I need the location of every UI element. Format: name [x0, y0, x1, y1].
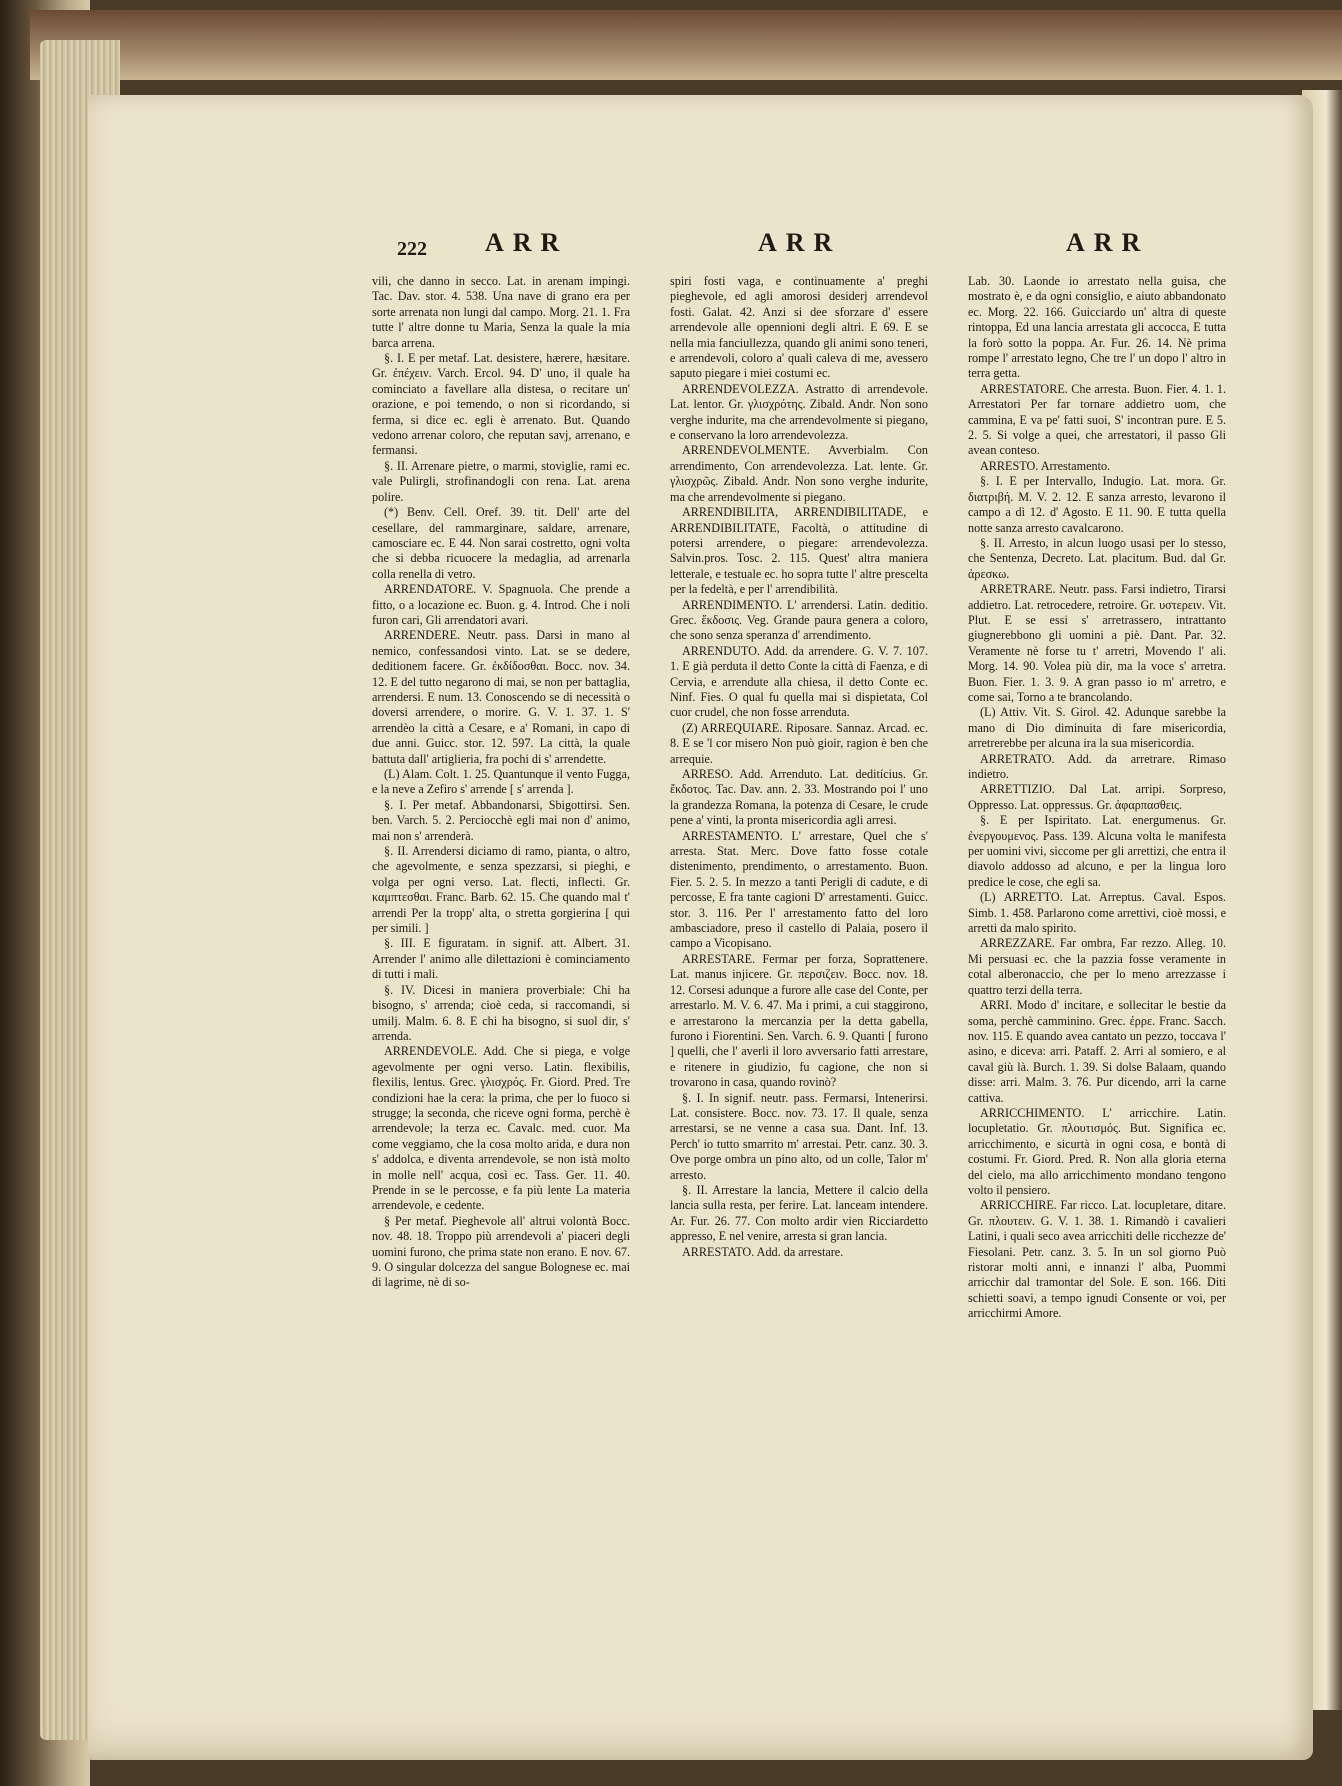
entry-paragraph: §. II. Arrendersi diciamo di ramo, pianta, o altro, che agevolmente, e senza spezzarsi, si pieghi, e volga per ogni verso. Lat. flecti, inflecti. Gr. καμπτεσθαι. Franc. Barb. 62. 15. Che quando mal t' arrendi Per la tropp' alta, o stretta gorgierina [ qui per simili. ]	[372, 844, 630, 936]
text-column-1	[372, 274, 630, 1454]
entry-paragraph: ARRETRARE. Neutr. pass. Farsi indietro, Tirarsi addietro. Lat. retrocedere, retroire. Gr. υστερειν. Vit. Plut. E se essi s' arretrassero, intrattanto giugnerebbono gli uomini a piè. Dant. Par. 32. Veramente nè forse tu t' arretri, Movendo l' ali. Morg. 14. 90. Volea più dir, ma la voce s' arretra. Buon. Fier. 1. 3. 9. A gran passo io m' arretro, e come sai, Torno a te brancolando.	[968, 582, 1226, 704]
entry-paragraph: ARRENDIMENTO. L' arrendersi. Latin. deditio. Grec. ἔκδοσις. Veg. Grande paura genera a coloro, che sono senza speranza d' arrendimento.	[670, 597, 928, 643]
entry-paragraph: ARRETRATO. Add. da arretrare. Rimaso indietro.	[968, 751, 1226, 781]
entry-paragraph: spiri fosti vaga, e continuamente a' preghi pieghevole, ed agli amorosi desiderj arrendevol fosti. Galat. 42. Anzi si dee sforzare d' essere arrendevole alle opennioni degli altri. E 69. E se nella mia fanciullezza, quando gli animi sono teneri, e arrendevoli, coloro a' quali caleva di me, avessero saputo piegare i miei costumi ec.	[670, 274, 928, 381]
entry-paragraph: §. III. E figuratam. in signif. att. Albert. 31. Arrender l' animo alle dilettazioni è cominciamento di tutti i mali.	[372, 936, 630, 982]
text-column-2	[670, 274, 928, 1454]
book-top-edge	[30, 10, 1342, 80]
entry-paragraph: ARRENDERE. Neutr. pass. Darsi in mano al nemico, confessandosi vinto. Lat. se se dedere, deditionem facere. Gr. ἐκδίδοσθαι. Bocc. nov. 34. 12. E del tutto negarono di mai, se non per battaglia, arrendersi. E num. 13. Conoscendo se di necessità o doversi arrendere, o morire. G. V. 1. 37. 1. S' arrendèo la città a Cesare, e a' Romani, in capo di due anni. Guicc. stor. 12. 597. La città, la quale battuta dall' artiglieria, fra pochi di s' arrendette.	[372, 628, 630, 766]
entry-paragraph: (L) ARRETTO. Lat. Arreptus. Caval. Espos. Simb. 1. 458. Parlarono come arrettivi, cioè mossi, e arretti da malo spirito.	[968, 890, 1226, 936]
entry-paragraph: § Per metaf. Pieghevole all' altrui volontà Bocc. nov. 48. 18. Troppo più arrendevoli a' piaceri degli uomini furono, che prima state non erano. E nov. 67. 9. O singular dolcezza del sangue Bolognese ec. mai di lagrime, nè di so-	[372, 1213, 630, 1290]
entry-paragraph: §. E per Ispiritato. Lat. energumenus. Gr. ἐνεργουμενος. Pass. 139. Alcuna volta le manifesta per uomini vivi, siccome per gli arrettizi, che entra il diavolo addosso ad alcuno, e per la lingua loro predice le cose, che egli sa.	[968, 813, 1226, 889]
entry-paragraph: §. IV. Dicesi in maniera proverbiale: Chi ha bisogno, s' arrenda; cioè ceda, si raccomandi, si umilj. Malm. 6. 8. E chi ha bisogno, si suol dir, s' arrenda.	[372, 982, 630, 1043]
entry-paragraph: §. I. Per metaf. Abbandonarsi, Sbigottirsi. Sen. ben. Varch. 5. 2. Perciocchè egli mai non d' animo, mai non s' arrenderà.	[372, 797, 630, 843]
entry-paragraph: §. I. E per metaf. Lat. desistere, hærere, hæsitare. Gr. ἐπέχειν. Varch. Ercol. 94. D' uno, il quale ha cominciato a favellare alla distesa, o recitare un' orazione, e poi temendo, o non si ricordando, si ferma, si dice ec. egli è arrenato. But. Quando vedono arrenar coloro, che reputan savj, arrenano, e fermansi.	[372, 351, 630, 458]
entry-paragraph: ARRICCHIMENTO. L' arricchire. Latin. locupletatio. Gr. πλουτισμός. But. Significa ec. arricchimento, e sicurtà in ogni cosa, e bontà di costumi. Fr. Giord. Pred. R. Non alla gloria eterna del cielo, ma allo arricchimento mondano tengono volto il pensiero.	[968, 1105, 1226, 1197]
entry-paragraph: (Z) ARREQUIARE. Riposare. Sannaz. Arcad. ec. 8. E se 'l cor misero Non può gioir, ragion è ben che arrequie.	[670, 720, 928, 766]
page-number: 222	[397, 238, 427, 260]
entry-paragraph: ARRETTIZIO. Dal Lat. arripi. Sorpreso, Oppresso. Lat. oppressus. Gr. ἀφαρπασθεις.	[968, 782, 1226, 812]
entry-paragraph: ARRESTO. Arrestamento.	[980, 458, 1111, 473]
entry-paragraph: ARRESTATORE. Che arresta. Buon. Fier. 4. 1. 1. Arrestatori Per far tornare addietro uom, che cammina, E va pe' fatti suoi, S' incontran pure. E 5. 2. 5. Si volge a quei, che arrestatori, il passo Gli avean conteso.	[968, 381, 1226, 458]
entry-paragraph: Lab. 30. Laonde io arrestato nella guisa, che mostrato è, e da ogni consiglio, e aiuto abbandonato ec. Morg. 22. 166. Guicciardo un' altra di queste rintoppa, Ed una lancia arrestata gli accocca, E tutta la forò sotto la poppa. Ar. Fur. 26. 14. Nè prima rompe l' arrestato legno, Che tre l' un dopo l' altro in terra getta.	[968, 274, 1226, 381]
entry-paragraph: ARRENDEVOLMENTE. Avverbialm. Con arrendimento, Con arrendevolezza. Lat. lente. Gr. γλισχρῶς. Zibald. Andr. Non sono verghe indurite, ma che arrendevolmente si piegano.	[670, 443, 928, 504]
entry-paragraph: ARRENDEVOLE. Add. Che si piega, e volge agevolmente per ogni verso. Latin. flexibilis, flexilis, lentus. Grec. γλισχρός. Fr. Giord. Pred. Tre condizioni hae la cera: la prima, che per lo fuoco si strugge; la seconda, che riceve ogni forma, perchè è arrendevole; la terza ec. Cavalc. med. cuor. Ma come veggiamo, che la cosa molto arida, e dura non s' addolca, e diventa arrendevole, se non istà molto in molle nell' acqua, così ec. Tass. Ger. 11. 40. Prende in se le percosse, e fa più lente La materia arrendevole, e cedente.	[372, 1044, 630, 1213]
entry-paragraph: ARRESTAMENTO. L' arrestare, Quel che s' arresta. Stat. Merc. Dove fatto fosse cotale distenimento, prendimento, o arrestamento. Buon. Fier. 5. 2. 5. In mezzo a tanti Perigli di cadute, e di percosse, E fra tante cagioni D' arrestamenti. Guicc. stor. 3. 116. Per l' arrestamento fatto del loro ambasciadore, preso il castello di Palaia, posero il campo a Vicopisano.	[670, 828, 928, 951]
entry-paragraph: ARREZZARE. Far ombra, Far rezzo. Alleg. 10. Mi persuasi ec. che la pazzia fosse veramente in cotal alberonaccio, che per lo meno arrezzasse i quattro terzi della terra.	[968, 936, 1226, 997]
text-column-3	[968, 274, 1226, 1454]
running-head-right: ARR	[1066, 228, 1150, 257]
entry-paragraph: §. II. Arrenare pietre, o marmi, stoviglie, rami ec. vale Pulirgli, strofinandogli con rena. Lat. arena polire.	[372, 458, 630, 504]
entry-paragraph: ARRENDIBILITA, ARRENDIBILITADE, e ARRENDIBILITATE, Facoltà, o attitudine di potersi arrendere, o piegare: arrendevolezza. Salvin.pros. Tosc. 2. 115. Quest' altra maniera letterale, e testuale ec. ho sopra tutte l' altre prescelta per la fedeltà, e per l' arrendibilità.	[670, 505, 928, 597]
entry-paragraph: (*) Benv. Cell. Oref. 39. tit. Dell' arte del cesellare, del rammarginare, saldare, arrenare, camosciare ec. E 44. Non sarai costretto, ogni volta che si debba ricuocere la medaglia, ad arrenarla colla renella di vetro.	[372, 505, 630, 581]
entry-paragraph: ARRESTATO. Add. da arrestare.	[682, 1244, 844, 1259]
entry-paragraph: §. I. E per Intervallo, Indugio. Lat. mora. Gr. διατριβή. M. V. 2. 12. E sanza arresto, levarono il campo a dì 12. d' Agosto. E 11. 90. E tutta quella notte sanza arresto cavalcarono.	[968, 474, 1226, 535]
entry-paragraph: ARRESTARE. Fermar per forza, Soprattenere. Lat. manus injicere. Gr. περσιζειν. Bocc. nov. 18. 12. Corsesi adunque a furore alle case del Conte, per arrestarlo. M. V. 6. 47. Ma i primi, a cui staggirono, e arrestarono la mercanzia per la detta gabella, furono i Fiorentini. Sen. Varch. 6. 9. Quanti [ furono ] quelli, che l' averli il loro avversario fatti arrestare, e ritenere in giudizio, fu cagione, che non si trovarono in casa, quando rovinò?	[670, 951, 928, 1090]
entry-paragraph: ARRI. Modo d' incitare, e sollecitar le bestie da soma, perchè camminino. Grec. ἐρρε. Franc. Sacch. nov. 115. E quando avea cantato un pezzo, toccava l' asino, e diceva: arri. Pataff. 2. Arri al somiero, e al caval giù là. Burch. 1. 39. Si dolse Balaam, quando disse: arri. Malm. 3. 76. Pur dicendo, arri la carne cattiva.	[968, 998, 1226, 1105]
entry-paragraph: ARRESO. Add. Arrenduto. Lat. deditícius. Gr. ἔκδοτος. Tac. Dav. ann. 2. 33. Mostrando poi l' uno la grandezza Romana, la potenza di Cesare, le crude pene a' vinti, la pronta misericordia agli arresi.	[670, 767, 928, 828]
entry-paragraph: ARRENDEVOLEZZA. Astratto di arrendevole. Lat. lentor. Gr. γλισχρότης. Zibald. Andr. Non sono verghe indurite, ma che arrendevolmente si piegano, e conservano la loro arrendevolezza.	[670, 381, 928, 443]
running-head-left: ARR	[485, 228, 569, 257]
entry-paragraph: ARRICCHIRE. Far ricco. Lat. locupletare, ditare. Gr. πλουτειν. G. V. 1. 38. 1. Rimandò i cavalieri Latini, i quali seco avea arricchiti delle ricchezze de' Fiesolani. Petr. canz. 3. 5. In un sol giorno Può ristorar molti anni, e innanzi l' alba, Puommi arricchir dal tramontar del Sole. E son. 166. Diti schietti soavi, a tempo ignudi Consente or voi, per arricchirmi Amore.	[968, 1198, 1226, 1321]
entry-paragraph: §. II. Arrestare la lancia, Mettere il calcio della lancia sulla resta, per ferire. Lat. lanceam intendere. Ar. Fur. 26. 77. Con molto ardir vien Ricciardetto appresso, E nel venire, arresta si gran lancia.	[670, 1182, 928, 1244]
entry-paragraph: ARRENDUTO. Add. da arrendere. G. V. 7. 107. 1. E già perduta il detto Conte la città di Faenza, e di Cervia, e arrendute alla chiesa, il detto Conte ec. Ninf. Fies. O qual fu quella mai sì dispietata, Col cuor crudel, che non fosse arrenduta.	[670, 643, 928, 720]
entry-paragraph: (L) Alam. Colt. 1. 25. Quantunque il vento Fugga, e la neve a Zefiro s' arrende [ s' arrenda ].	[372, 767, 630, 797]
entry-paragraph: vili, che danno in secco. Lat. in arenam impingi. Tac. Dav. stor. 4. 538. Una nave di grano era per sorte arrenata non lungi dal campo. Morg. 21. 1. Fra tutte l' altre donne tu Maria, Senza la quale la mia barca arrena.	[372, 274, 630, 350]
entry-paragraph: (L) Attiv. Vit. S. Girol. 42. Adunque sarebbe la mano di Dio diminuita di fare misericordia, arretrerebbe per alcuna ira la sua misericordia.	[968, 705, 1226, 751]
entry-paragraph: §. II. Arresto, in alcun luogo usasi per lo stesso, che Sentenza, Decreto. Lat. placitum. Bud. dal Gr. ἀρεσκω.	[968, 535, 1226, 581]
running-head-middle: ARR	[758, 228, 842, 257]
entry-paragraph: ARRENDATORE. V. Spagnuola. Che prende a fitto, o a locazione ec. Buon. g. 4. Introd. Che i noli furon cari, Gli arrendatori avari.	[372, 582, 630, 627]
entry-paragraph: §. I. In signif. neutr. pass. Fermarsi, Intenerirsi. Lat. consistere. Bocc. nov. 73. 17. Il quale, senza arrestarsi, se ne venne a casa sua. Dant. Inf. 13. Perch' io tutto smarrito m' arrestai. Petr. canz. 30. 3. Ove porge ombra un pino alto, od un colle, Talor m' arresto.	[670, 1090, 928, 1182]
